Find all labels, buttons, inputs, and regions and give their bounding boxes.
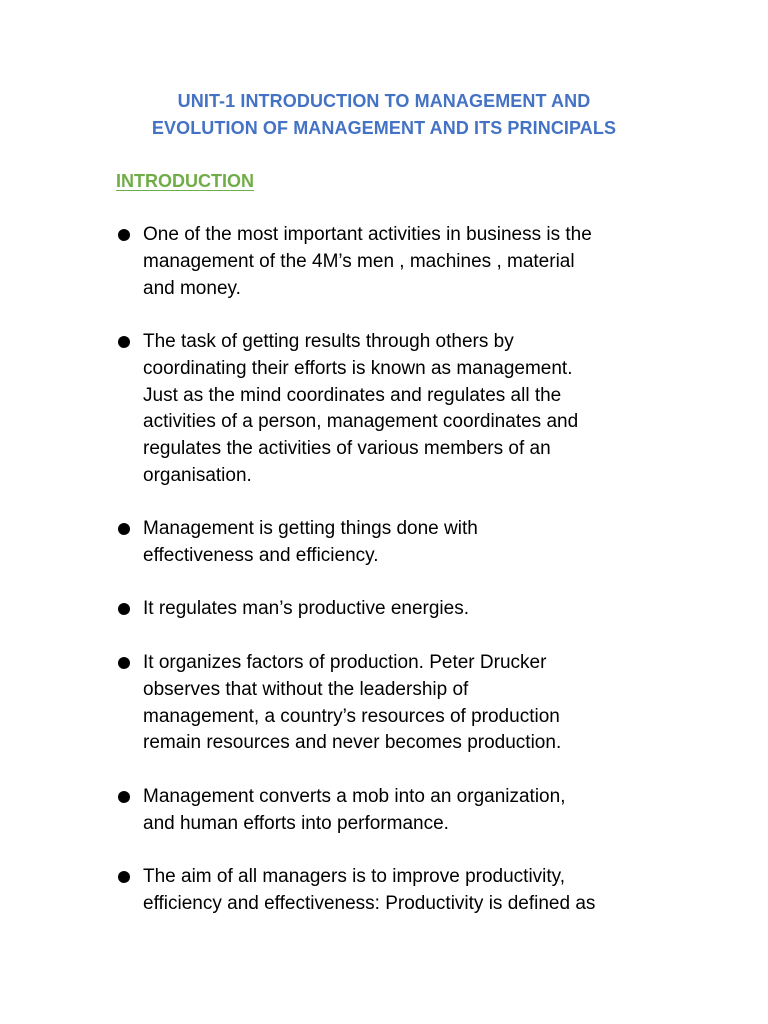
bullet-text: Management is getting things done with effectiveness and efficiency. bbox=[143, 518, 478, 566]
bullet-text: Management converts a mob into an organization, and human efforts into performance. bbox=[143, 786, 566, 834]
title-line-2: EVOLUTION OF MANAGEMENT AND ITS PRINCIPALS bbox=[151, 118, 617, 138]
bullet-text: One of the most important activities in business is the management of the 4M’s men , machines , material and money. bbox=[143, 224, 592, 299]
bullet-text: The task of getting results through others by coordinating their efforts is known as management. Just as the mind coordinates and regulates all the activities of a person, management coordinates and regulates the activities of various members of an organisation. bbox=[143, 331, 579, 486]
bullet-text: It regulates man’s productive energies. bbox=[143, 598, 469, 619]
bullet-text: The aim of all managers is to improve productivity, efficiency and effectiveness: Productivity is defined as bbox=[143, 866, 596, 914]
bullet-text: It organizes factors of production. Peter Drucker observes that without the leadership of management, a country’s resources of production remain resources and never becomes production. bbox=[143, 652, 562, 754]
bullet-icon bbox=[118, 523, 130, 535]
section-heading-introduction: INTRODUCTION bbox=[116, 171, 254, 191]
bullet-icon bbox=[118, 871, 130, 883]
bullet-icon bbox=[118, 791, 130, 803]
bullet-icon bbox=[118, 336, 130, 348]
bullet-icon bbox=[118, 657, 130, 669]
title-line-1: UNIT-1 INTRODUCTION TO MANAGEMENT AND bbox=[177, 91, 591, 111]
bullet-icon bbox=[118, 229, 130, 241]
bullet-icon bbox=[118, 603, 130, 615]
document-title bbox=[0, 88, 768, 142]
